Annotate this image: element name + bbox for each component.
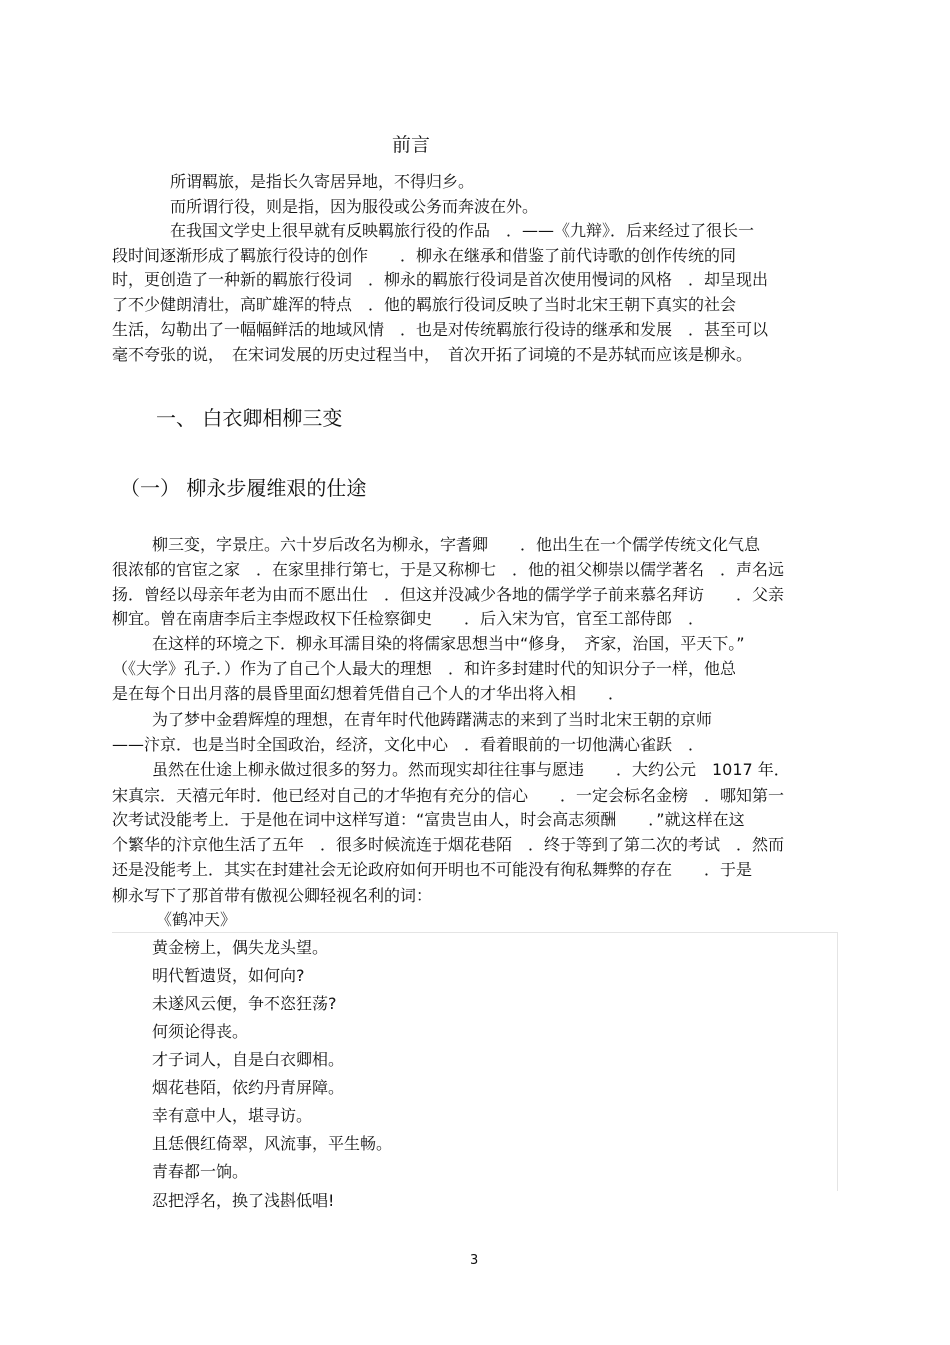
text-line: 段时间逐渐形成了羁旅行役诗的创作 ．柳永在继承和借鉴了前代诗歌的创作传统的同 — [112, 246, 737, 265]
text-line: 生活，勾勒出了一幅幅鲜活的地域风情 ．也是对传统羁旅行役诗的继承和发展 ．甚至可以 — [112, 320, 769, 339]
text-line: 虽然在仕途上柳永做过很多的努力。然而现实却往往事与愿违 ．大约公元 1017 年． — [152, 760, 790, 779]
page-number: 3 — [470, 1253, 479, 1268]
poem-title: 《鹤冲天》 — [156, 910, 237, 929]
preface-title: 前言 — [392, 134, 431, 156]
poem-line: 幸有意中人，堪寻访。 — [152, 1106, 313, 1125]
text-line: 所谓羁旅，是指长久寄居异地，不得归乡。 — [170, 172, 475, 191]
text-line: 为了梦中金碧辉煌的理想，在青年时代他踌躇满志的来到了当时北宋王朝的京师 — [152, 710, 713, 729]
poem-line: 何须论得丧。 — [152, 1022, 249, 1041]
subsection-heading: （一） 柳永步履维艰的仕途 — [120, 476, 367, 500]
poem-line: 烟花巷陌，依约丹青屏障。 — [152, 1078, 345, 1097]
text-line: 是在每个日出月落的晨昏里面幻想着凭借自己个人的才华出将入相 ． — [112, 684, 625, 703]
poem-line: 未遂风云便，争不恣狂荡? — [152, 994, 337, 1013]
text-line: 个繁华的汴京他生活了五年 ．很多时候流连于烟花巷陌 ．终于等到了第二次的考试 ．然而 — [112, 835, 785, 854]
poem-line: 忍把浮名，换了浅斟低唱! — [152, 1191, 335, 1210]
poem-line: 黄金榜上，偶失龙头望。 — [152, 938, 329, 957]
text-line: 了不少健朗清壮，高旷雄浑的特点 ．他的羁旅行役词反映了当时北宋王朝下真实的社会 — [112, 295, 737, 314]
text-line: 柳永写下了那首带有傲视公卿轻视名利的词： — [112, 886, 433, 905]
text-line: ——汴京．也是当时全国政治，经济，文化中心 ．看着眼前的一切他满心雀跃 ． — [112, 735, 705, 754]
poem-line: 才子词人，自是白衣卿相。 — [152, 1050, 345, 1069]
text-line: 很浓郁的官宦之家 ．在家里排行第七，于是又称柳七 ．他的祖父柳崇以儒学著名 ．声名远 — [112, 560, 785, 579]
text-line: 次考试没能考上．于是他在词中这样写道：“富贵岂由人，时会高志须酬 ．”就这样在这 — [112, 810, 745, 829]
text-line: 在这样的环境之下．柳永耳濡目染的将儒家思想当中“修身， 齐家，治国，平天下。” — [152, 634, 745, 653]
poem-line: 且恁偎红倚翠，风流事，平生畅。 — [152, 1134, 393, 1153]
text-line: 在我国文学史上很早就有反映羁旅行役的作品 ．——《九辩》．后来经过了很长一 — [170, 221, 755, 240]
text-line: 柳宜。曾在南唐李后主李煜政权下任检察御史 ．后入宋为官，官至工部侍郎 ． — [112, 609, 705, 628]
text-line: 而所谓行役，则是指，因为服役或公务而奔波在外。 — [170, 197, 539, 216]
text-line: 还是没能考上．其实在封建社会无论政府如何开明也不可能没有徇私舞弊的存在 ．于是 — [112, 860, 753, 879]
text-line: 时，更创造了一种新的羁旅行役词 ．柳永的羁旅行役词是首次使用慢词的风格 ．却呈现出 — [112, 270, 769, 289]
text-line: （《大学》孔子．）作为了自己个人最大的理想 ．和许多封建时代的知识分子一样，他总 — [112, 659, 737, 678]
text-line: 扬．曾经以母亲年老为由而不愿出仕 ．但这并没减少各地的儒学学子前来慕名拜访 ．父亲 — [112, 585, 785, 604]
section-heading: 一、 白衣卿相柳三变 — [156, 406, 343, 430]
text-line: 宋真宗．天禧元年时．他已经对自己的才华抱有充分的信心 ．一定会标名金榜 ．哪知第一 — [112, 786, 785, 805]
text-line: 毫不夸张的说， 在宋词发展的历史过程当中， 首次开拓了词境的不是苏轼而应该是柳永。 — [112, 345, 753, 364]
poem-line: 明代暂遗贤，如何向? — [152, 966, 305, 985]
text-line: 柳三变，字景庄。六十岁后改名为柳永，字耆卿 ．他出生在一个儒学传统文化气息 — [152, 535, 761, 554]
poem-line: 青春都一饷。 — [152, 1162, 249, 1181]
